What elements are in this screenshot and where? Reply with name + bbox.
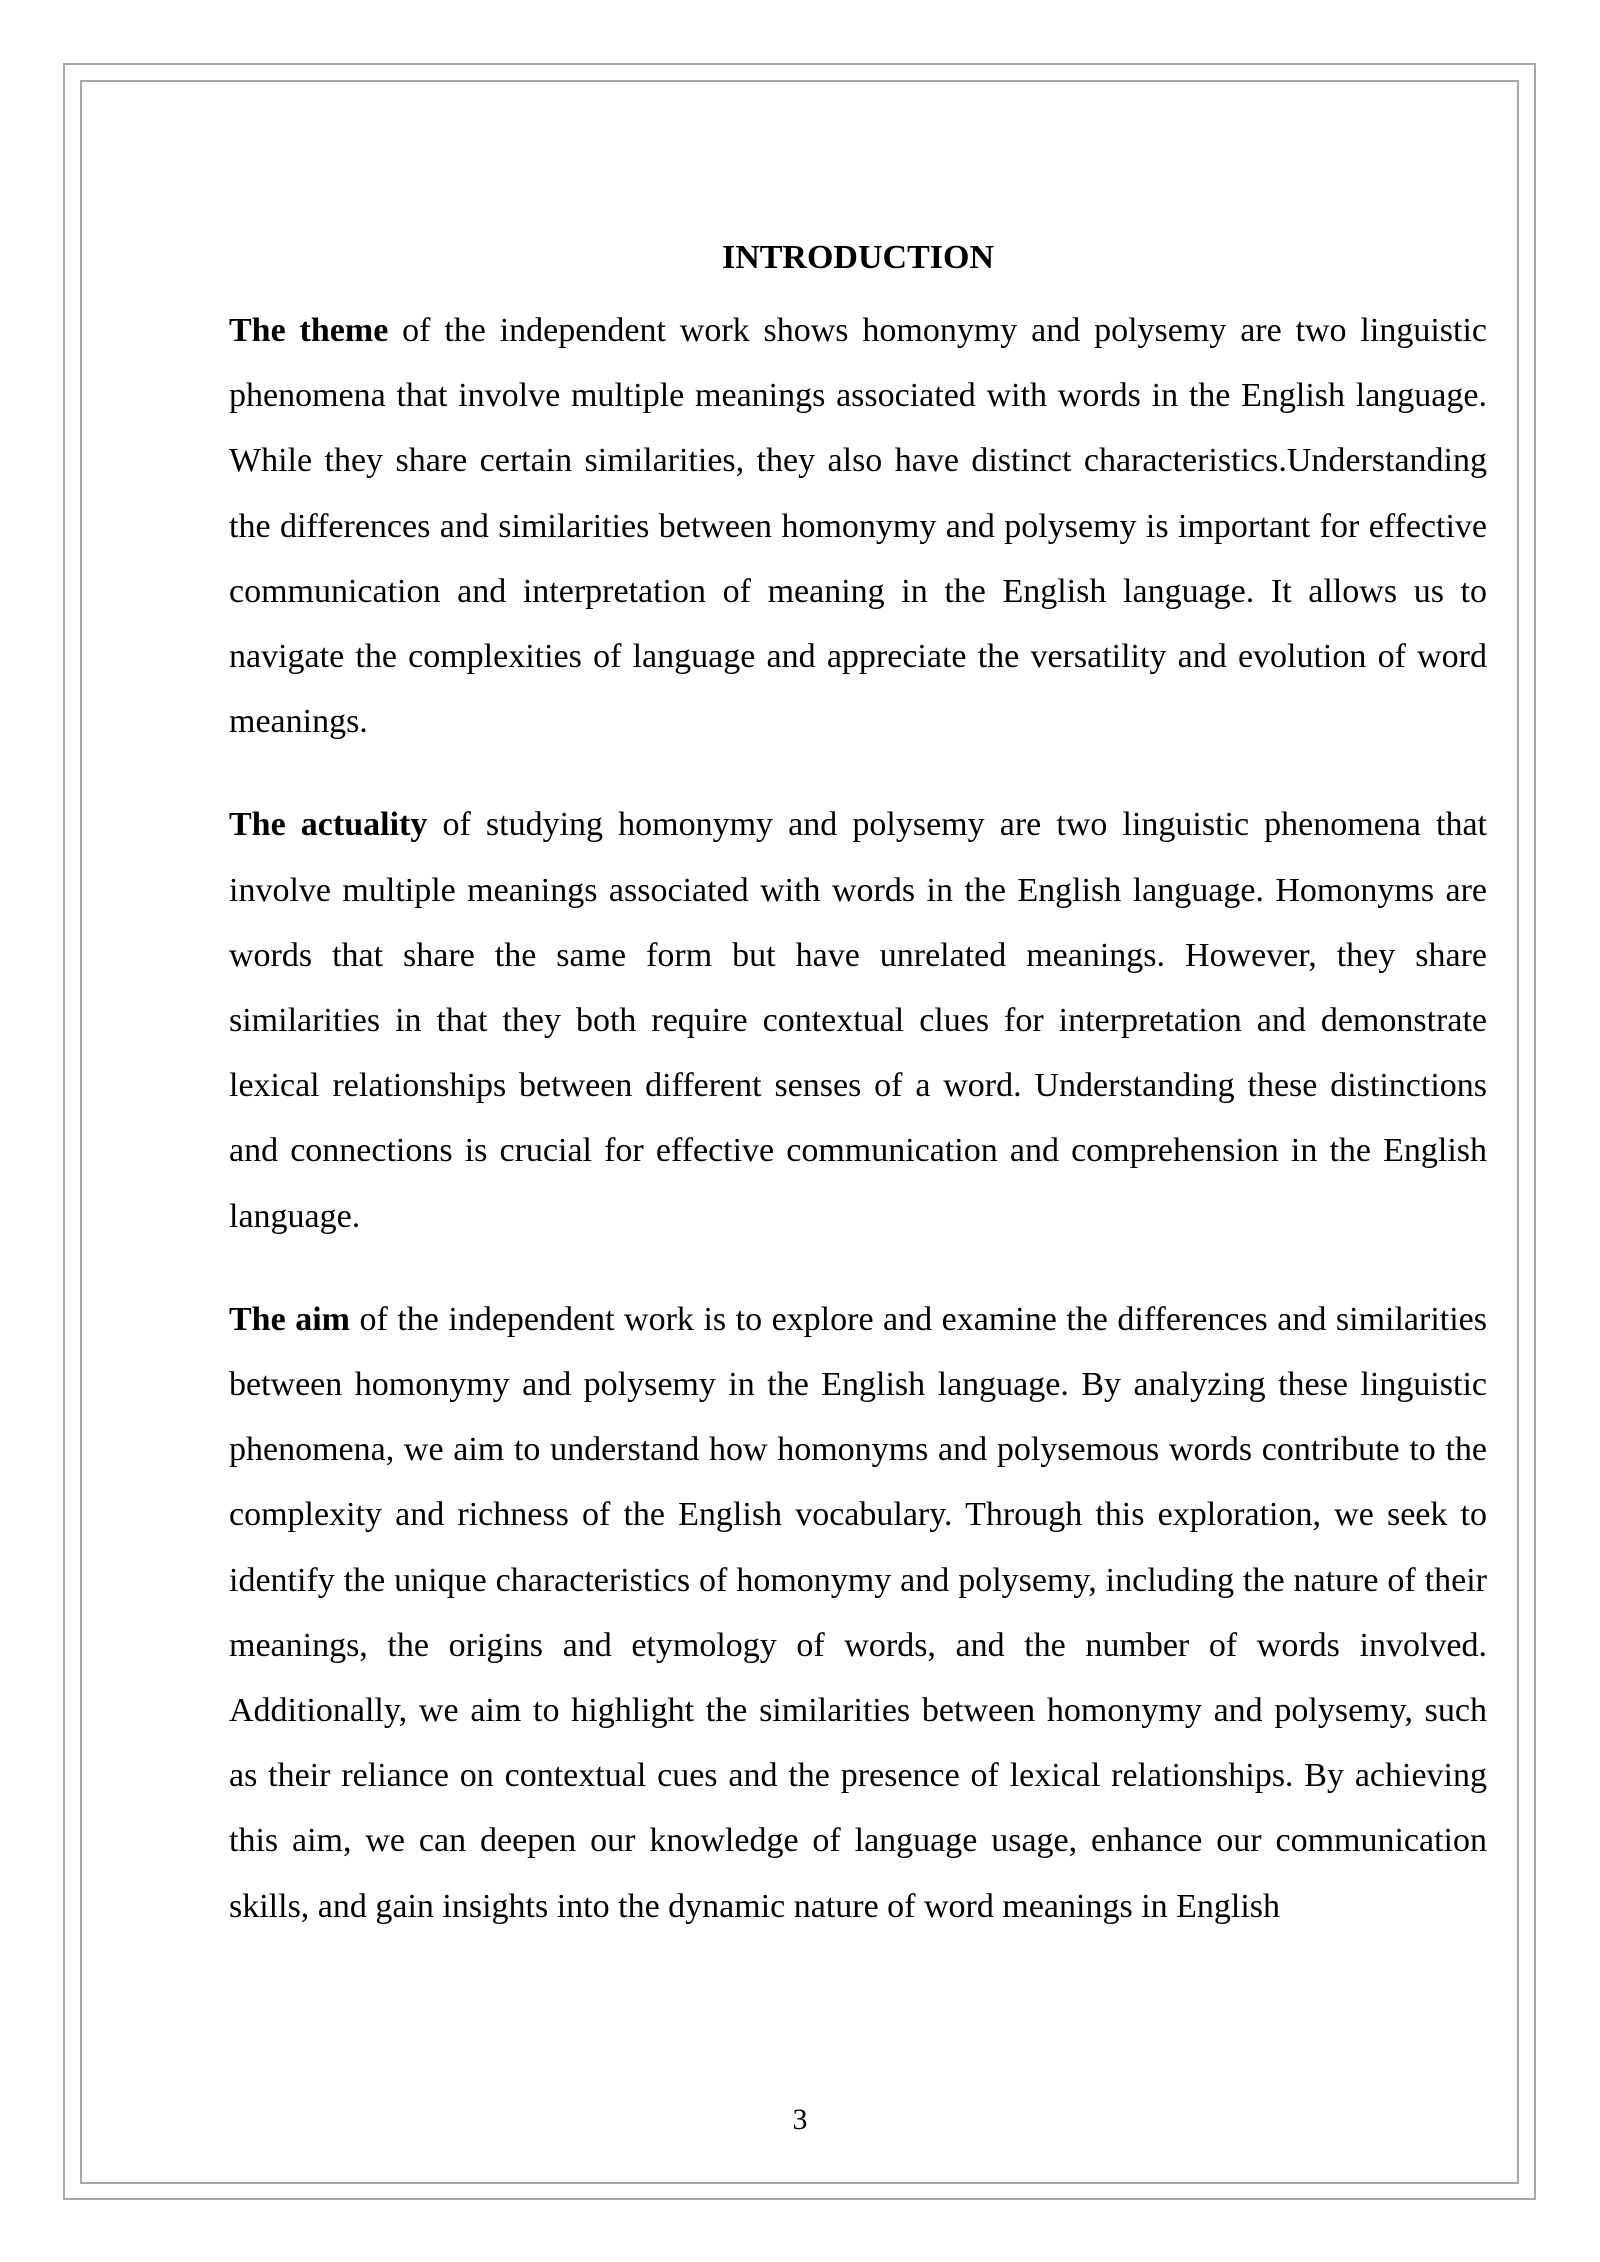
paragraph-aim [229,1287,1487,1939]
document-body [229,226,1487,1977]
paragraph-lead: The aim [229,1300,350,1338]
paragraph-text: of the independent work shows homonymy and polysemy are two linguistic phenomena that involve multiple meanings associated with words in the English language. While they share certain similarities, they also have distinct characteristics.Understanding the differences and similarities between homonymy and polysemy is important for effective communication and interpretation of meaning in the English language. It allows us to navigate the complexities of language and appreciate the versatility and evolution of word meanings. [229,312,1487,741]
paragraph-text: of studying homonymy and polysemy are two linguistic phenomena that involve multiple meanings associated with words in the English language. Homonyms are words that share the same form but have unrelated meanings. However, they share similarities in that they both require contextual clues for interpretation and demonstrate lexical relationships between different senses of a word. Understanding these distinctions and connections is crucial for effective communication and comprehension in the English language. [229,806,1487,1235]
page-title: INTRODUCTION [721,239,995,276]
paragraph-theme [229,298,1487,754]
paragraph-actuality [229,792,1487,1248]
paragraph-lead: The theme [229,312,389,349]
paragraph-lead: The actuality [229,806,428,844]
page-number: 3 [792,2103,808,2136]
paragraph-text: of the independent work is to explore and examine the differences and similarities between homonymy and polysemy in the English language. By analyzing these linguistic phenomena, we aim to understand how homonyms and polysemous words contribute to the complexity and richness of the English vocabulary. Through this exploration, we seek to identify the unique characteristics of homonymy and polysemy, including the nature of their meanings, the origins and etymology of words, and the number of words involved. Additionally, we aim to highlight the similarities between homonymy and polysemy, such as their reliance on contextual cues and the presence of lexical relationships. By achieving this aim, we can deepen our knowledge of language usage, enhance our communication skills, and gain insights into the dynamic nature of word meanings in English [229,1300,1488,1925]
